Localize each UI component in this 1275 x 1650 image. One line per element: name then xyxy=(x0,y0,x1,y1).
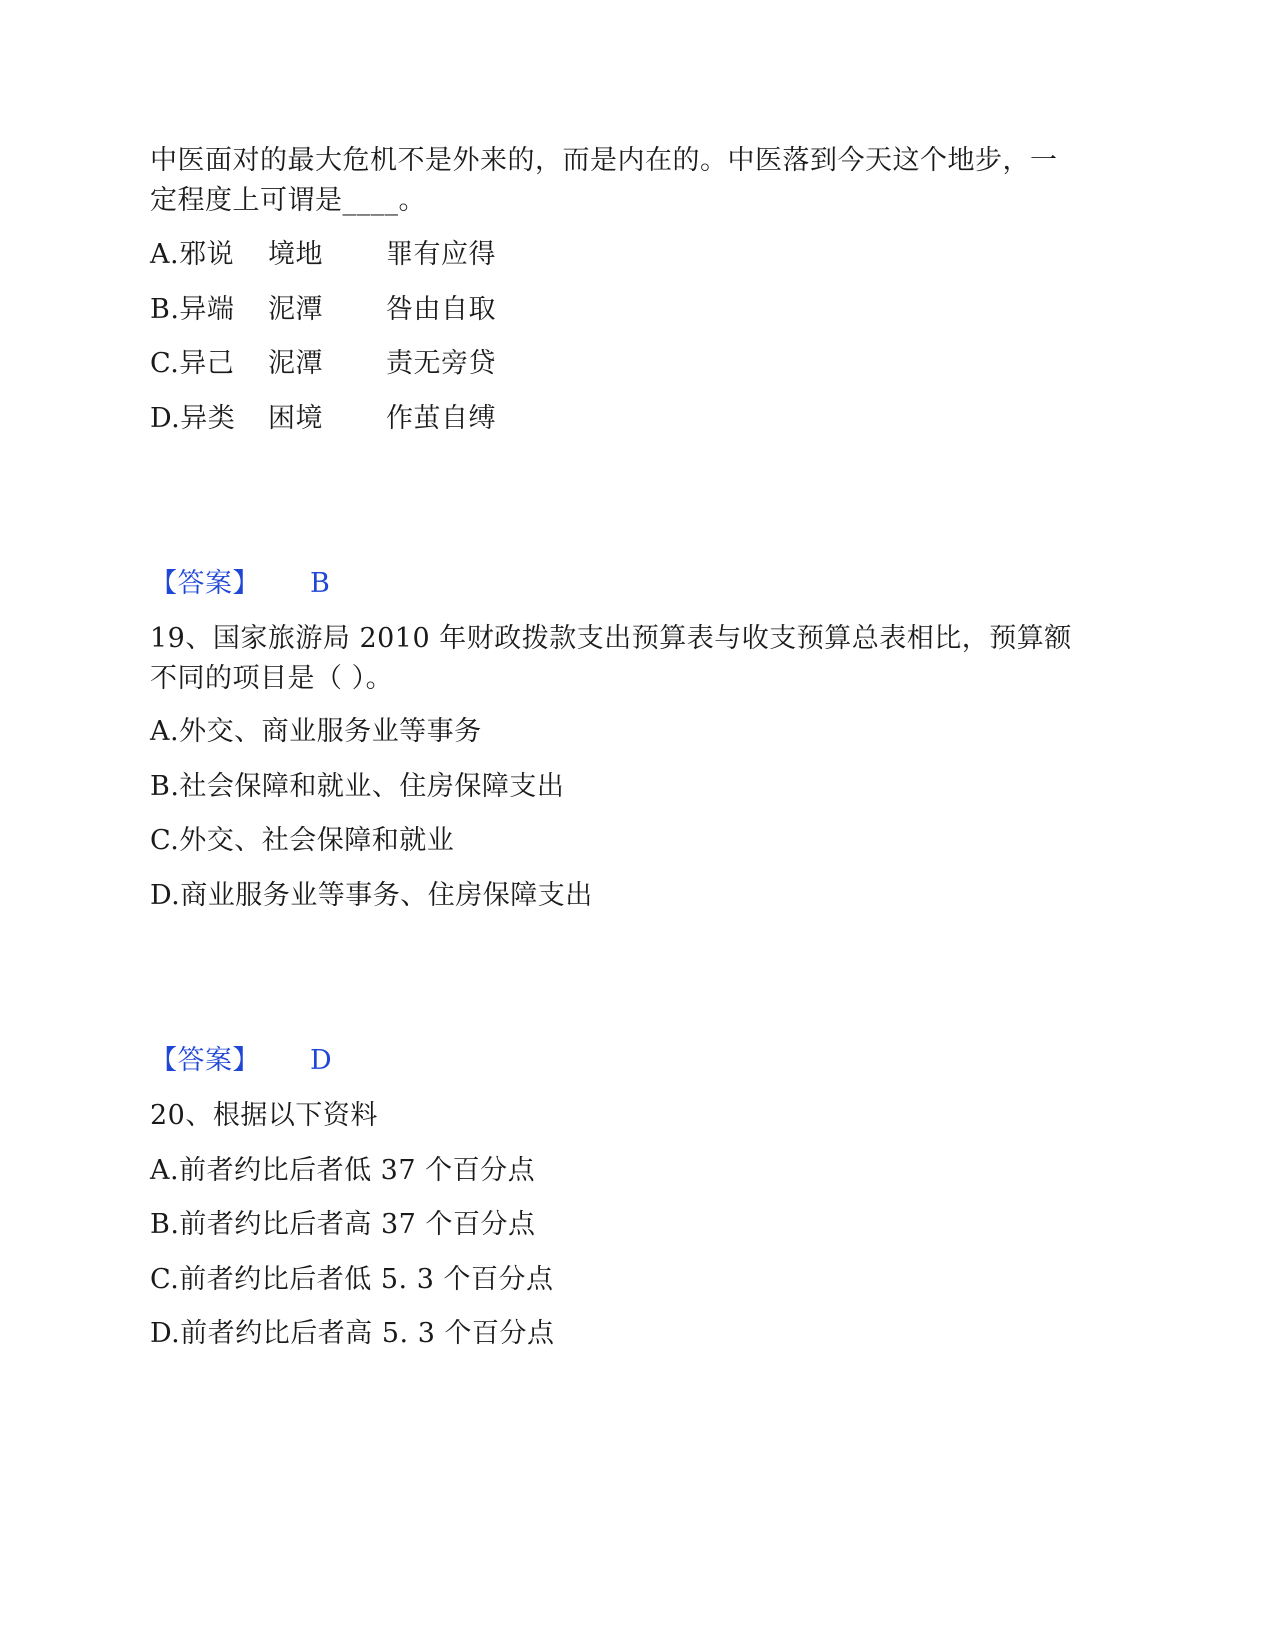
answer-label: 【答案】 xyxy=(150,1045,260,1076)
q18-option-d-word2: 困境 xyxy=(268,403,323,434)
q20-option-b: B.前者约比后者高 37 个百分点 xyxy=(150,1209,536,1240)
q18-option-b-word2: 泥潭 xyxy=(268,294,323,325)
q20-option-d: D.前者约比后者高 5. 3 个百分点 xyxy=(150,1318,555,1349)
q20-stem-line-1: 20、根据以下资料 xyxy=(150,1100,378,1131)
q18-stem-line-1: 中医面对的最大危机不是外来的，而是内在的。中医落到今天这个地步，一 xyxy=(150,145,1058,176)
q18-stem-line-2: 定程度上可谓是____。 xyxy=(150,185,426,216)
q19-option-d: D.商业服务业等事务、住房保障支出 xyxy=(150,880,593,911)
q18-option-b-word3: 咎由自取 xyxy=(386,294,496,325)
q18-option-d-word3: 作茧自缚 xyxy=(386,403,496,434)
q20-option-c: C.前者约比后者低 5. 3 个百分点 xyxy=(150,1264,554,1295)
q18-option-b-word1: B.异端 xyxy=(150,294,235,325)
q18-answer xyxy=(150,563,330,605)
q18-option-c-word2: 泥潭 xyxy=(268,348,323,379)
answer-value: D xyxy=(310,1045,333,1076)
q19-stem-line-1: 19、国家旅游局 2010 年财政拨款支出预算表与收支预算总表相比，预算额 xyxy=(150,623,1072,654)
q18-option-b xyxy=(150,289,496,331)
answer-label: 【答案】 xyxy=(150,568,260,599)
q18-option-a-word3: 罪有应得 xyxy=(386,239,496,270)
q19-option-a: A.外交、商业服务业等事务 xyxy=(150,716,482,747)
q19-option-b: B.社会保障和就业、住房保障支出 xyxy=(150,771,565,802)
q19-option-c: C.外交、社会保障和就业 xyxy=(150,825,455,856)
q18-option-a xyxy=(150,234,496,276)
q18-option-d-word1: D.异类 xyxy=(150,403,236,434)
q18-option-a-word1: A.邪说 xyxy=(150,239,235,270)
q18-option-c-word3: 责无旁贷 xyxy=(386,348,496,379)
answer-value: B xyxy=(310,568,331,599)
q20-option-a: A.前者约比后者低 37 个百分点 xyxy=(150,1155,536,1186)
q18-option-c xyxy=(150,343,496,385)
q19-stem-line-2: 不同的项目是（ ）。 xyxy=(150,663,394,694)
q18-option-c-word1: C.异己 xyxy=(150,348,235,379)
q19-answer xyxy=(150,1040,332,1082)
q18-option-a-word2: 境地 xyxy=(268,239,323,270)
q18-option-d xyxy=(150,398,496,440)
